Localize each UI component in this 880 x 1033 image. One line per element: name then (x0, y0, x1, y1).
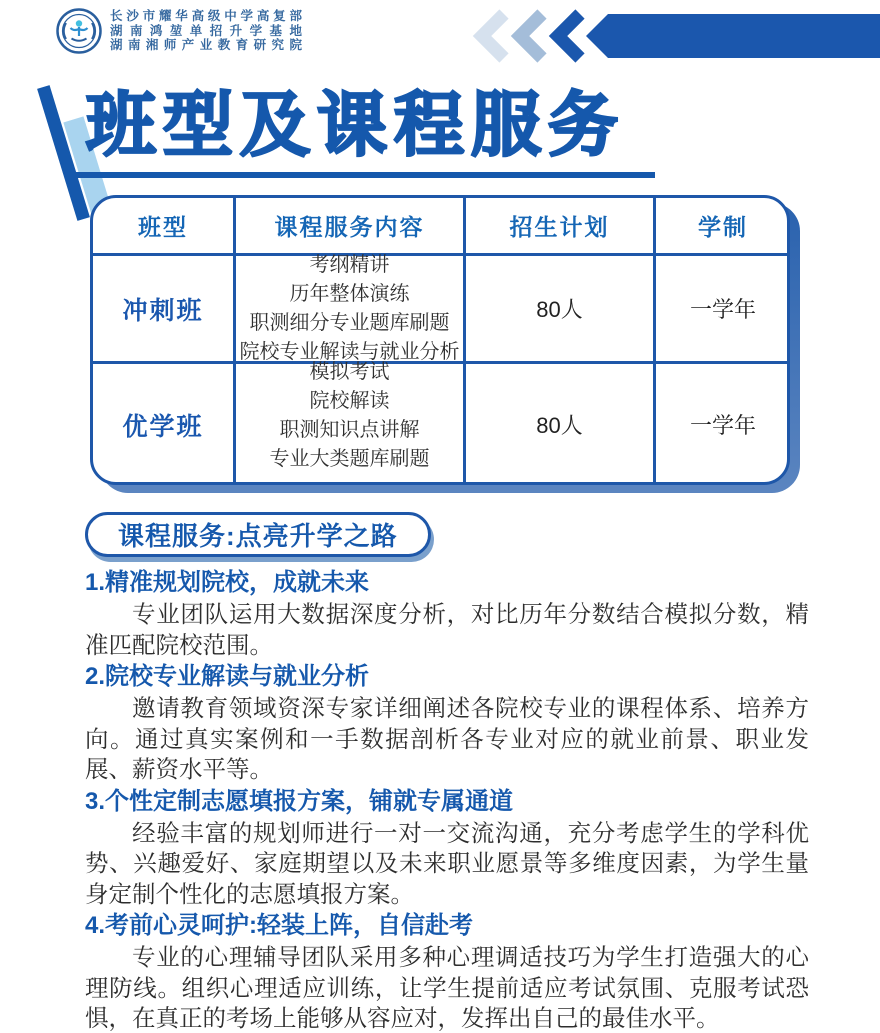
org-line-1: 长沙市耀华高级中学高复部 (110, 9, 302, 24)
org-line-2: 湖南鸿堃单招升学基地 (110, 23, 302, 38)
row1-duration: 一学年 (653, 253, 790, 361)
section-4-heading: 4.考前心灵呵护:轻装上阵，自信赴考 (85, 912, 474, 939)
section-4 (85, 911, 809, 1033)
section-3-heading: 3.个性定制志愿填报方案，铺就专属通道 (85, 787, 514, 815)
row1-class-type: 冲刺班 (93, 253, 233, 361)
school-logo-icon (56, 8, 102, 54)
section-2 (85, 662, 809, 785)
col-header-duration: 学制 (653, 198, 790, 253)
row2-plan: 80人 (463, 361, 653, 485)
row2-service-line: 院校解读 (309, 389, 390, 412)
section-3 (85, 787, 809, 910)
row1-service-line: 职测细分专业题库刷题 (249, 311, 450, 334)
org-header (56, 8, 302, 54)
row1-service-line: 院校专业解读与就业分析 (239, 340, 460, 363)
class-table (90, 195, 790, 485)
row1-service-line: 考纲精讲 (309, 253, 390, 276)
section-header-text: 课程服务:点亮升学之路 (118, 521, 398, 551)
row2-service-line: 专业大类题库刷题 (269, 447, 430, 470)
section-4-body: 专业的心理辅导团队采用多种心理调适技巧为学生打造强大的心理防线。组织心理适应训练，让学生提前适应考试氛围、克服考试恐惧，在真正的考场上能够从容应对，发挥出自己的最佳水平。 (85, 944, 809, 1031)
row2-service-line: 职测知识点讲解 (279, 418, 420, 441)
col-header-plan: 招生计划 (463, 198, 653, 253)
title-underline (75, 172, 655, 178)
section-1-heading: 1.精准规划院校，成就未来 (85, 569, 370, 596)
chevron-bar-decoration (460, 8, 880, 64)
row2-class-type: 优学班 (93, 361, 233, 485)
row1-service-line: 历年整体演练 (289, 282, 410, 305)
row2-duration: 一学年 (653, 361, 790, 485)
org-name-lines (110, 9, 302, 53)
section-1 (85, 568, 809, 660)
org-line-3: 湖南湘师产业教育研究院 (110, 38, 302, 53)
section-1-body: 专业团队运用大数据深度分析，对比历年分数结合模拟分数，精准匹配院校范围。 (85, 601, 809, 658)
section-2-heading: 2.院校专业解读与就业分析 (85, 663, 370, 690)
row1-plan: 80人 (463, 253, 653, 361)
row1-services (233, 253, 463, 361)
section-2-body: 邀请教育领域资深专家详细阐述各院校专业的课程体系、培养方向。通过真实案例和一手数据剖析各专业对应的就业前景、职业发展、薪资水平等。 (85, 695, 809, 782)
row2-services (233, 361, 463, 485)
section-header-pill (85, 512, 431, 557)
page-title: 班型及课程服务 (86, 86, 625, 164)
section-3-body: 经验丰富的规划师进行一对一交流沟通，充分考虑学生的学科优势、兴趣爱好、家庭期望以及未来职业愿景等多维度因素，为学生量身定制个性化的志愿填报方案。 (85, 819, 809, 907)
col-header-services: 课程服务内容 (233, 198, 463, 253)
col-header-class-type: 班型 (138, 214, 188, 240)
row2-service-line: 模拟考试 (309, 360, 390, 383)
table-grid (90, 195, 790, 485)
course-service-sections (85, 566, 809, 1033)
